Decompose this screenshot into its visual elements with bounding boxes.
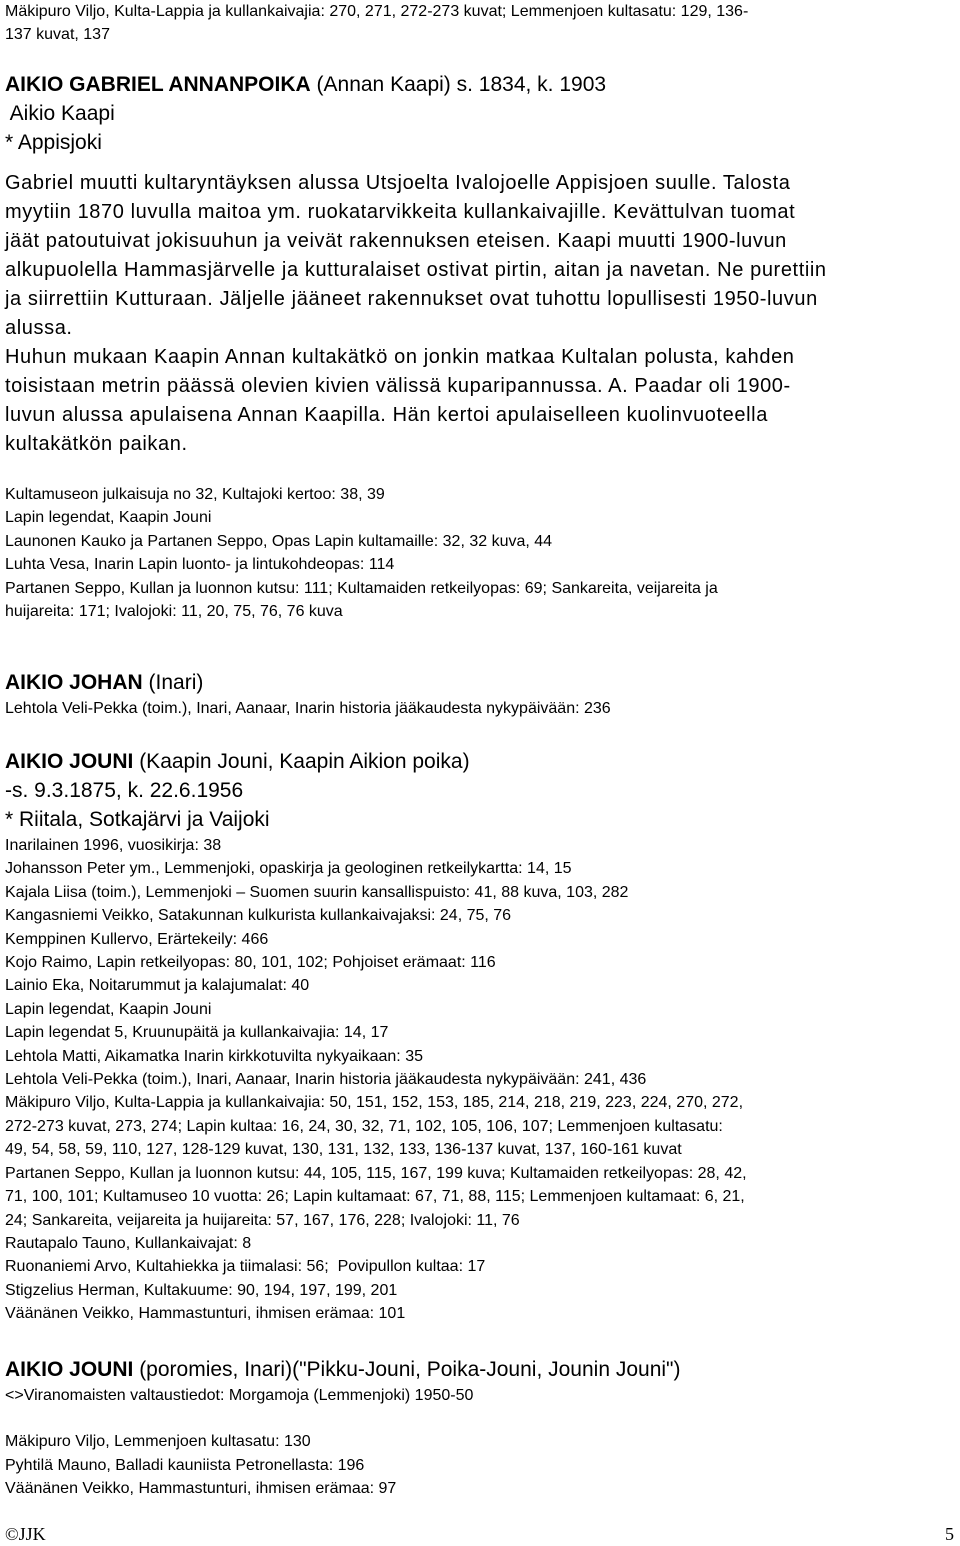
page-number: 5 xyxy=(945,1524,954,1544)
reference-line: Lainio Eka, Noitarummut ja kalajumalat: 40 xyxy=(5,977,310,995)
reference-line: Mäkipuro Viljo, Kulta-Lappia ja kullankaivajia: 270, 271, 272-273 kuvat; Lemmenjoen kultasatu: 129, 136- xyxy=(5,3,749,20)
entry-aikio-jouni-poromies xyxy=(5,1355,955,1501)
entry-aikio-jouni-kaapin xyxy=(5,747,955,1326)
entry-heading-details: (Inari) xyxy=(142,671,204,694)
reference-line: Lapin legendat, Kaapin Jouni xyxy=(5,1000,212,1018)
entry-places: * Riitala, Sotkajärvi ja Vaijoki xyxy=(5,808,270,831)
reference-line: Rautapalo Tauno, Kullankaivajat: 8 xyxy=(5,1234,252,1252)
body-line: luvun alussa apulaisena Annan Kaapilla. Hän kertoi apulaiselleen kuolinvuoteella xyxy=(5,404,768,426)
top-references xyxy=(5,0,955,47)
reference-line: Lehtola Matti, Aikamatka Inarin kirkkotuvilta nykyaikaan: 35 xyxy=(5,1047,423,1065)
body-line: alussa. xyxy=(5,317,73,339)
body-line: Huhun mukaan Kaapin Annan kultakätkö on jonkin matkaa Kultalan polusta, kahden xyxy=(5,346,795,368)
reference-line: Stigzelius Herman, Kultakuume: 90, 194, 197, 199, 201 xyxy=(5,1281,398,1299)
entry-name: AIKIO JOHAN xyxy=(5,671,143,694)
reference-line: huijareita: 171; Ivalojoki: 11, 20, 75, 76, 76 kuva xyxy=(5,603,343,621)
reference-line: Johansson Peter ym., Lemmenjoki, opaskirja ja geologinen retkeilykartta: 14, 15 xyxy=(5,860,572,878)
body-line: ja siirrettiin Kutturaan. Jäljelle jääneet rakennukset ovat tuhottu lopullisesti 1950-luvun xyxy=(5,288,818,310)
entry-references xyxy=(5,1430,955,1500)
page-footer xyxy=(5,1524,954,1544)
reference-line: Väänänen Veikko, Hammastunturi, ihmisen erämaa: 101 xyxy=(5,1305,406,1323)
reference-line: Lehtola Veli-Pekka (toim.), Inari, Aanaar, Inarin historia jääkaudesta nykypäivään: 236 xyxy=(5,700,611,717)
entry-aikio-johan xyxy=(5,668,955,720)
reference-line: 71, 100, 101; Kultamuseo 10 vuotta: 26; Lapin kultamaat: 67, 71, 88, 115; Lemmenjoen kultamaat: 6, 21, xyxy=(5,1188,745,1206)
body-line: Gabriel muutti kultaryntäyksen alussa Utsjoelta Ivalojoelle Appisjoen suulle. Talosta xyxy=(5,172,791,194)
entry-name: AIKIO JOUNI xyxy=(5,1358,134,1381)
entry-heading xyxy=(5,1355,955,1384)
reference-line: Launonen Kauko ja Partanen Seppo, Opas Lapin kultamaille: 32, 32 kuva, 44 xyxy=(5,532,553,550)
body-line: myytiin 1870 luvulla maitoa ym. ruokatarvikkeita kullankaivajille. Kevättulvan tuomat xyxy=(5,201,796,223)
entry-references xyxy=(5,483,955,623)
entry-birthplace: * Appisjoki xyxy=(5,131,102,154)
body-line: jäät patoutuivat jokisuuhun ja veivät rakennuksen eteisen. Kaapi muutti 1900-luvun xyxy=(5,230,787,252)
entry-heading-details: (poromies, Inari)("Pikku-Jouni, Poika-Jouni, Jounin Jouni") xyxy=(133,1358,681,1381)
reference-line: Inarilainen 1996, vuosikirja: 38 xyxy=(5,837,222,854)
body-line: toisistaan metrin päässä olevien kivien välissä kuparipannussa. A. Paadar oli 1900- xyxy=(5,375,791,397)
reference-line: Kojo Raimo, Lapin retkeilyopas: 80, 101, 102; Pohjoiset erämaat: 116 xyxy=(5,954,496,972)
entry-body xyxy=(5,169,955,459)
reference-line: Lapin legendat, Kaapin Jouni xyxy=(5,509,212,527)
reference-line: Ruonaniemi Arvo, Kultahiekka ja tiimalasi: 56; Povipullon kultaa: 17 xyxy=(5,1258,486,1276)
entry-name: AIKIO GABRIEL ANNANPOIKA xyxy=(5,73,311,96)
reference-line: Partanen Seppo, Kullan ja luonnon kutsu: 111; Kultamaiden retkeilyopas: 69; Sankareita, veijareita ja xyxy=(5,579,718,597)
entry-heading-details: (Kaapin Jouni, Kaapin Aikion poika) xyxy=(133,750,470,773)
entry-alias: Aikio Kaapi xyxy=(5,102,115,125)
reference-line: 49, 54, 58, 59, 110, 127, 128-129 kuvat, 130, 131, 132, 133, 136-137 kuvat, 137, 160-161 kuvat xyxy=(5,1141,682,1159)
reference-line: Väänänen Veikko, Hammastunturi, ihmisen erämaa: 97 xyxy=(5,1480,397,1498)
reference-line: Kangasniemi Veikko, Satakunnan kulkurista kullankaivajaksi: 24, 75, 76 xyxy=(5,907,512,925)
entry-references xyxy=(5,834,955,1326)
reference-line: 272-273 kuvat, 273, 274; Lapin kultaa: 16, 24, 30, 32, 71, 102, 105, 106, 107; Lemmenjoen kultasatu: xyxy=(5,1117,723,1135)
body-line: kultakätkön paikan. xyxy=(5,433,188,455)
reference-line: Luhta Vesa, Inarin Lapin luonto- ja lintukohdeopas: 114 xyxy=(5,556,395,574)
reference-line: Mäkipuro Viljo, Lemmenjoen kultasatu: 130 xyxy=(5,1433,311,1451)
reference-line: Kajala Liisa (toim.), Lemmenjoki – Suomen suurin kansallispuisto: 41, 88 kuva, 103, 282 xyxy=(5,883,629,901)
entry-heading xyxy=(5,668,955,697)
reference-line: Lehtola Veli-Pekka (toim.), Inari, Aanaar, Inarin historia jääkaudesta nykypäivään: 241, 436 xyxy=(5,1071,647,1089)
reference-line: Pyhtilä Mauno, Balladi kauniista Petronellasta: 196 xyxy=(5,1456,365,1474)
reference-line: Mäkipuro Viljo, Kulta-Lappia ja kullankaivajia: 50, 151, 152, 153, 185, 214, 218, 219, 223, 224, 270, 272, xyxy=(5,1094,744,1112)
entry-heading xyxy=(5,747,955,776)
reference-line: Kemppinen Kullervo, Erärtekeily: 466 xyxy=(5,930,269,948)
entry-aikio-gabriel xyxy=(5,70,955,623)
reference-line: 24; Sankareita, veijareita ja huijareita: 57, 167, 176, 228; Ivalojoki: 11, 76 xyxy=(5,1211,520,1229)
reference-line: Kultamuseon julkaisuja no 32, Kultajoki kertoo: 38, 39 xyxy=(5,486,385,503)
body-line: alkupuolella Hammasjärvelle ja kutturalaiset ostivat pirtin, aitan ja navetan. Ne purettiin xyxy=(5,259,827,281)
entry-dates: -s. 9.3.1875, k. 22.6.1956 xyxy=(5,779,244,802)
entry-heading xyxy=(5,70,955,99)
entry-name: AIKIO JOUNI xyxy=(5,750,134,773)
reference-line: Lapin legendat 5, Kruunupäitä ja kullankaivajia: 14, 17 xyxy=(5,1024,389,1042)
entry-note: <>Viranomaisten valtaustiedot: Morgamoja (Lemmenjoki) 1950-50 xyxy=(5,1387,474,1404)
reference-line: Partanen Seppo, Kullan ja luonnon kutsu: 44, 105, 115, 167, 199 kuva; Kultamaiden retkeilyopas: 28, 42, xyxy=(5,1164,747,1182)
reference-line: 137 kuvat, 137 xyxy=(5,26,110,44)
entry-heading-details: (Annan Kaapi) s. 1834, k. 1903 xyxy=(310,73,607,96)
copyright-notice: ©JJK xyxy=(5,1524,46,1544)
